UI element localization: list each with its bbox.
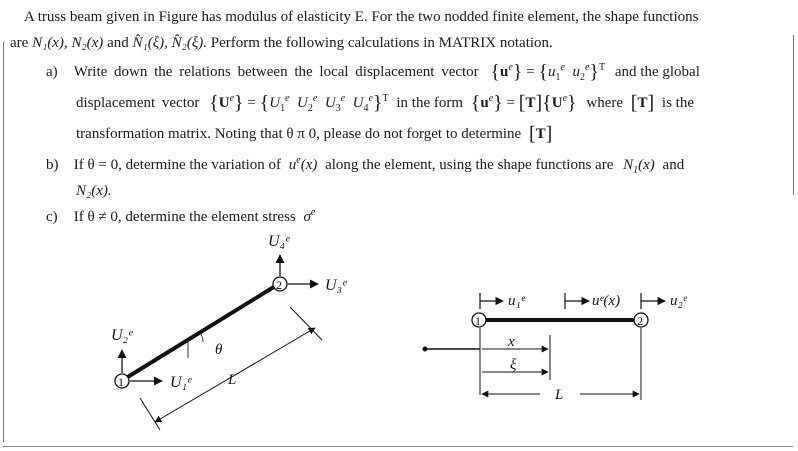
part-a-text-2: displacement vector — [76, 95, 200, 111]
intro-prefix: are — [10, 35, 29, 51]
sigma-e: $\sigma^e$ — [303, 207, 316, 225]
part-a-text-3: transformation matrix. Noting that θ π 0, please do not forget to determine — [76, 126, 522, 142]
part-b-text-1: If θ = 0, determine the variation of — [73, 157, 281, 173]
u3-label: U₃ᵉ — [325, 277, 347, 294]
part-a-is-the: is the — [661, 95, 694, 111]
node-1-label: 1 — [118, 375, 124, 389]
left-stub-dot — [423, 347, 428, 352]
right-figure — [423, 293, 688, 403]
length-label-right: L — [555, 387, 564, 403]
part-b-and: and — [662, 157, 685, 173]
ue-of-x: $u^e(x)$ — [288, 155, 318, 173]
intro-suffix: Perform the following calculations in MATRIX notation. — [210, 35, 553, 51]
n2-x: N₂(x) — [71, 35, 104, 51]
part-b-text-mid: along the element, using the shape functions are — [325, 157, 614, 173]
global-vector-eq: $\{U^e\} = \{U_1^e$ $U_2^e$ $U_3^e$ $U_4^e\}^T$ — [209, 92, 389, 114]
part-b-text-2: N₂(x). — [76, 183, 112, 199]
part-c-label: c) — [46, 209, 58, 225]
n1-xi: N̂₁(ξ), — [132, 35, 168, 51]
dim-tick-2 — [290, 307, 322, 340]
theta-label: θ — [215, 342, 223, 358]
rnode-2-label: 2 — [637, 314, 643, 328]
part-a-and-global: and the global — [614, 64, 700, 80]
intro-and: and — [107, 35, 129, 51]
node-2-label: 2 — [276, 278, 282, 292]
u4-label: U₄ᵉ — [268, 233, 290, 250]
local-vector-eq: $\{u^e\} = \{u_1^e$ $u_2^e\}^T$ — [490, 61, 606, 83]
xi-label: ξ — [510, 357, 517, 373]
dim-tick-1 — [140, 398, 160, 430]
ru2-label: u₂ᵉ — [670, 293, 687, 309]
theta-arc — [200, 333, 203, 342]
transform-eq: $\{u^e\} = [T]\{U^e\}$ — [470, 92, 577, 114]
left-figure — [111, 233, 347, 430]
rnode-1-label: 1 — [475, 314, 481, 328]
x-label: x — [508, 334, 515, 350]
part-b-label: b) — [46, 157, 59, 173]
n1-of-x: $N_1(x)$ — [623, 157, 655, 176]
part-a-in-the-form: in the form — [396, 95, 464, 111]
n2-xi: N̂₂(ξ). — [171, 35, 208, 51]
part-a-where: where — [586, 95, 624, 111]
part-c-text: If θ ≠ 0, determine the element stress — [73, 209, 296, 225]
part-a-label: a) — [46, 64, 58, 80]
part-a-text-1: Write down the relations between the local displacement vector — [73, 64, 479, 80]
length-label-left: L — [228, 372, 237, 388]
u2-label: U₂ᵉ — [111, 327, 133, 344]
u1-label: U₁ᵉ — [170, 374, 192, 391]
intro-text-1: A truss beam given in Figure has modulus of elasticity E. For the two nodded finite element, the shape functions — [24, 9, 699, 25]
t-matrix-symbol: [T] — [630, 92, 655, 114]
n1-x: N₁(x), — [32, 35, 68, 51]
rux-label: uᵉ(x) — [592, 293, 621, 309]
ru1-label: u₁ᵉ — [508, 293, 525, 309]
t-matrix-symbol-2: [T] — [528, 123, 553, 145]
